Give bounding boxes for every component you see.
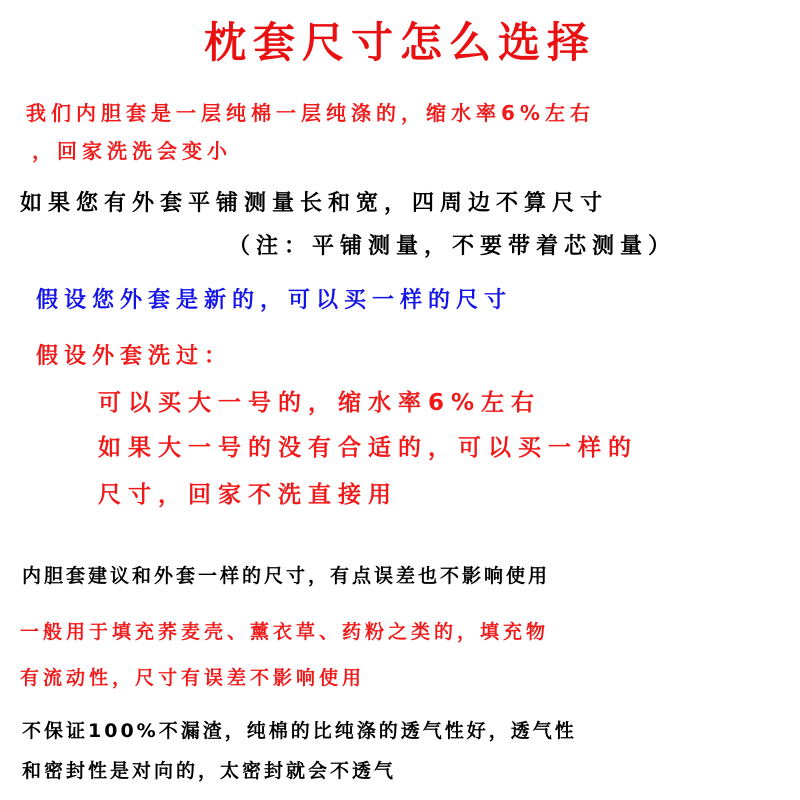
- filling-line-2: 有流动性，尺寸有误差不影响使用: [20, 667, 366, 689]
- intro-line-2: ，回家洗洗会变小: [32, 139, 232, 163]
- guarantee-line-1: 不保证100%不漏渣，纯棉的比纯涤的透气性好，透气性: [22, 720, 577, 742]
- page-title: 枕套尺寸怎么选择: [203, 18, 596, 67]
- measure-note: （注：平铺测量，不要带着芯测量）: [228, 234, 677, 259]
- new-case-text: 假设您外套是新的，可以买一样的尺寸: [36, 288, 513, 313]
- filling-line-1: 一般用于填充荞麦壳、薰衣草、药粉之类的，填充物: [20, 621, 550, 643]
- washed-line-1: 可以买大一号的，缩水率6%左右: [98, 390, 542, 416]
- washed-line-3: 尺寸，回家不洗直接用: [98, 482, 398, 508]
- washed-heading: 假设外套洗过：: [36, 344, 233, 369]
- measure-line-1: 如果您有外套平铺测量长和宽，四周边不算尺寸: [20, 191, 609, 216]
- guarantee-line-2: 和密封性是对向的，太密封就会不透气: [22, 760, 397, 782]
- advice-text: 内胆套建议和外套一样的尺寸，有点误差也不影响使用: [22, 565, 551, 587]
- intro-line-1: 我们内胆套是一层纯棉一层纯涤的，缩水率6%左右: [26, 101, 595, 125]
- washed-line-2: 如果大一号的没有合适的，可以买一样的: [98, 435, 638, 461]
